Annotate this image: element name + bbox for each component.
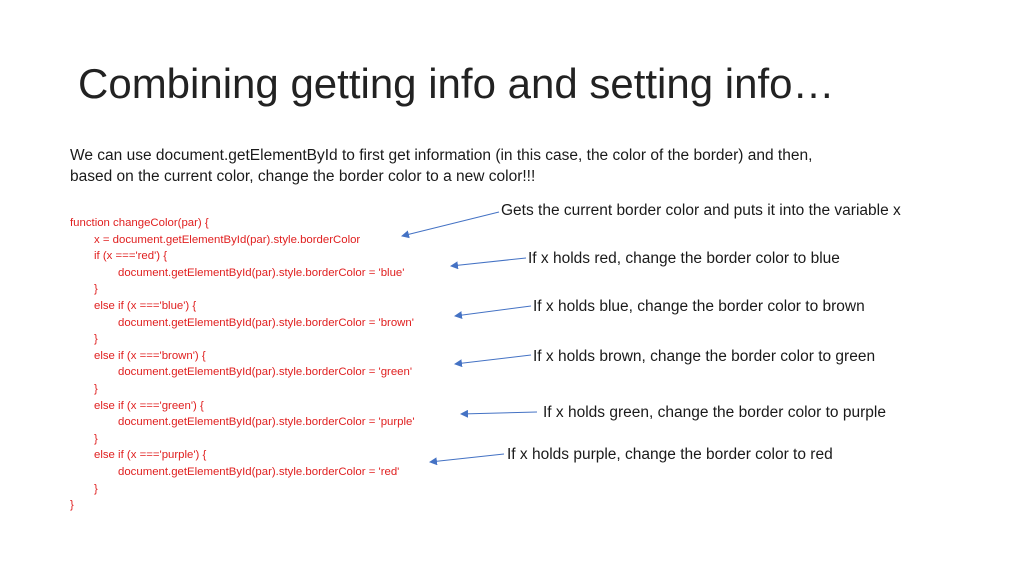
arrow-brown-to-green (455, 355, 531, 364)
code-line: else if (x ==='blue') { (94, 299, 197, 312)
code-line: } (94, 432, 98, 445)
code-line: } (94, 382, 98, 395)
code-line: function changeColor(par) { (70, 217, 209, 229)
arrow-get-color (402, 212, 499, 236)
arrow-blue-to-brown (455, 306, 531, 316)
arrow-purple-to-red (430, 454, 504, 462)
code-line: else if (x ==='purple') { (94, 449, 207, 462)
code-line: else if (x ==='green') { (94, 399, 204, 412)
code-line: x = document.getElementById(par).style.borderColor (94, 233, 361, 246)
code-line: } (94, 482, 98, 495)
code-line: document.getElementById(par).style.borderColor = 'blue' (118, 266, 405, 279)
intro-paragraph (70, 145, 970, 187)
code-line: } (94, 333, 98, 346)
code-block (70, 215, 415, 514)
intro-line: We can use document.getElementById to first get information (in this case, the color of the border) and then, (70, 147, 813, 164)
annotation-red-to-blue: If x holds red, change the border color to blue (528, 250, 840, 267)
annotation-green-to-purple: If x holds green, change the border color to purple (543, 404, 886, 421)
annotation-purple-to-red: If x holds purple, change the border color to red (507, 446, 833, 463)
annotation-blue-to-brown: If x holds blue, change the border color to brown (533, 298, 865, 315)
code-line: document.getElementById(par).style.borderColor = 'red' (118, 465, 400, 478)
code-line: document.getElementById(par).style.borderColor = 'green' (118, 366, 413, 379)
arrow-green-to-purple (461, 412, 537, 414)
slide-title: Combining getting info and setting info… (78, 60, 835, 107)
code-line: } (94, 283, 98, 296)
code-line: else if (x ==='brown') { (94, 349, 206, 362)
annotation-brown-to-green: If x holds brown, change the border color to green (533, 348, 876, 365)
annotation-get-color: Gets the current border color and puts it into the variable x (501, 202, 901, 219)
code-line: if (x ==='red') { (94, 250, 168, 263)
code-line: document.getElementById(par).style.borderColor = 'brown' (118, 316, 414, 329)
arrow-red-to-blue (451, 258, 526, 266)
code-line: } (70, 499, 74, 512)
intro-line: based on the current color, change the border color to a new color!!! (70, 168, 536, 185)
code-line: document.getElementById(par).style.borderColor = 'purple' (118, 416, 415, 429)
